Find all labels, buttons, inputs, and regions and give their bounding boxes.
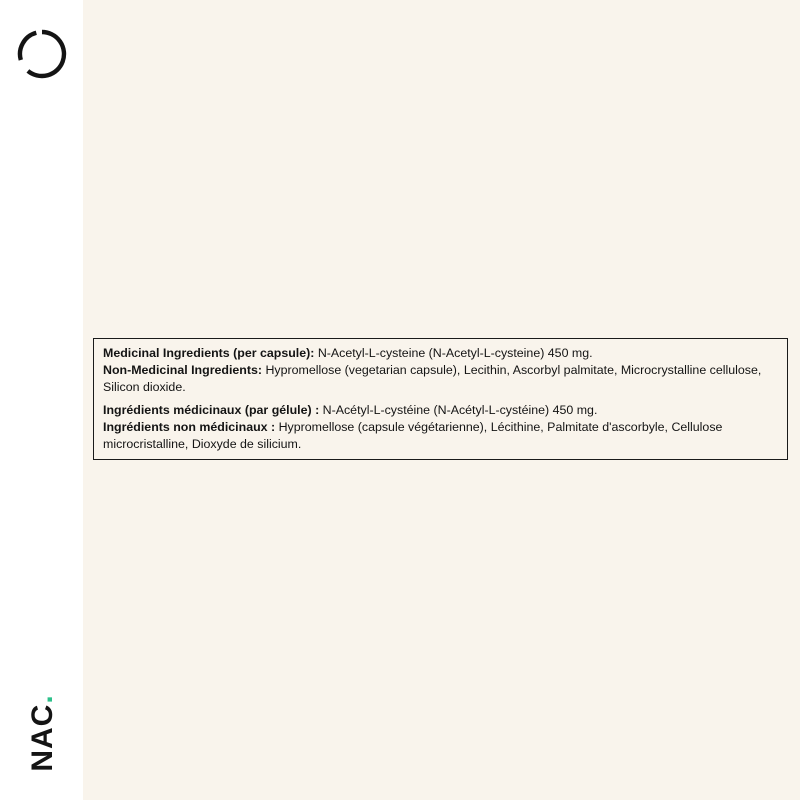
- brand-dot: .: [26, 694, 59, 704]
- non-medicinal-ingredients-en: [103, 362, 779, 396]
- brand-name: NAC: [26, 703, 59, 772]
- medicinal-ingredients-fr-label: Ingrédients médicinaux (par gélule) :: [103, 403, 320, 417]
- sidebar: [0, 0, 83, 800]
- medicinal-ingredients-en-text: N-Acetyl-L-cysteine (N-Acetyl-L-cysteine) 450 mg.: [314, 346, 593, 360]
- medicinal-ingredients-fr-text: N-Acétyl-L-cystéine (N-Acétyl-L-cystéine) 450 mg.: [319, 403, 598, 417]
- medicinal-ingredients-fr: [103, 402, 779, 419]
- non-medicinal-ingredients-en-label: Non-Medicinal Ingredients:: [103, 363, 263, 377]
- non-medicinal-ingredients-fr-text: Hypromellose (capsule végétarienne), Lécithine, Palmitate d'ascorbyle, Cellulose microcristalline, Dioxyde de silicium.: [103, 420, 723, 451]
- non-medicinal-ingredients-fr-label: Ingrédients non médicinaux :: [103, 420, 276, 434]
- ingredients-box: [93, 338, 788, 460]
- open-circle-logo-icon: [17, 29, 67, 79]
- non-medicinal-ingredients-fr: [103, 419, 779, 453]
- non-medicinal-ingredients-en-text: Hypromellose (vegetarian capsule), Lecithin, Ascorbyl palmitate, Microcrystalline cellulose, Silicon dioxide.: [103, 363, 762, 394]
- medicinal-ingredients-en: [103, 345, 779, 362]
- brand-vertical-logo: [28, 694, 58, 771]
- medicinal-ingredients-en-label: Medicinal Ingredients (per capsule):: [103, 346, 315, 360]
